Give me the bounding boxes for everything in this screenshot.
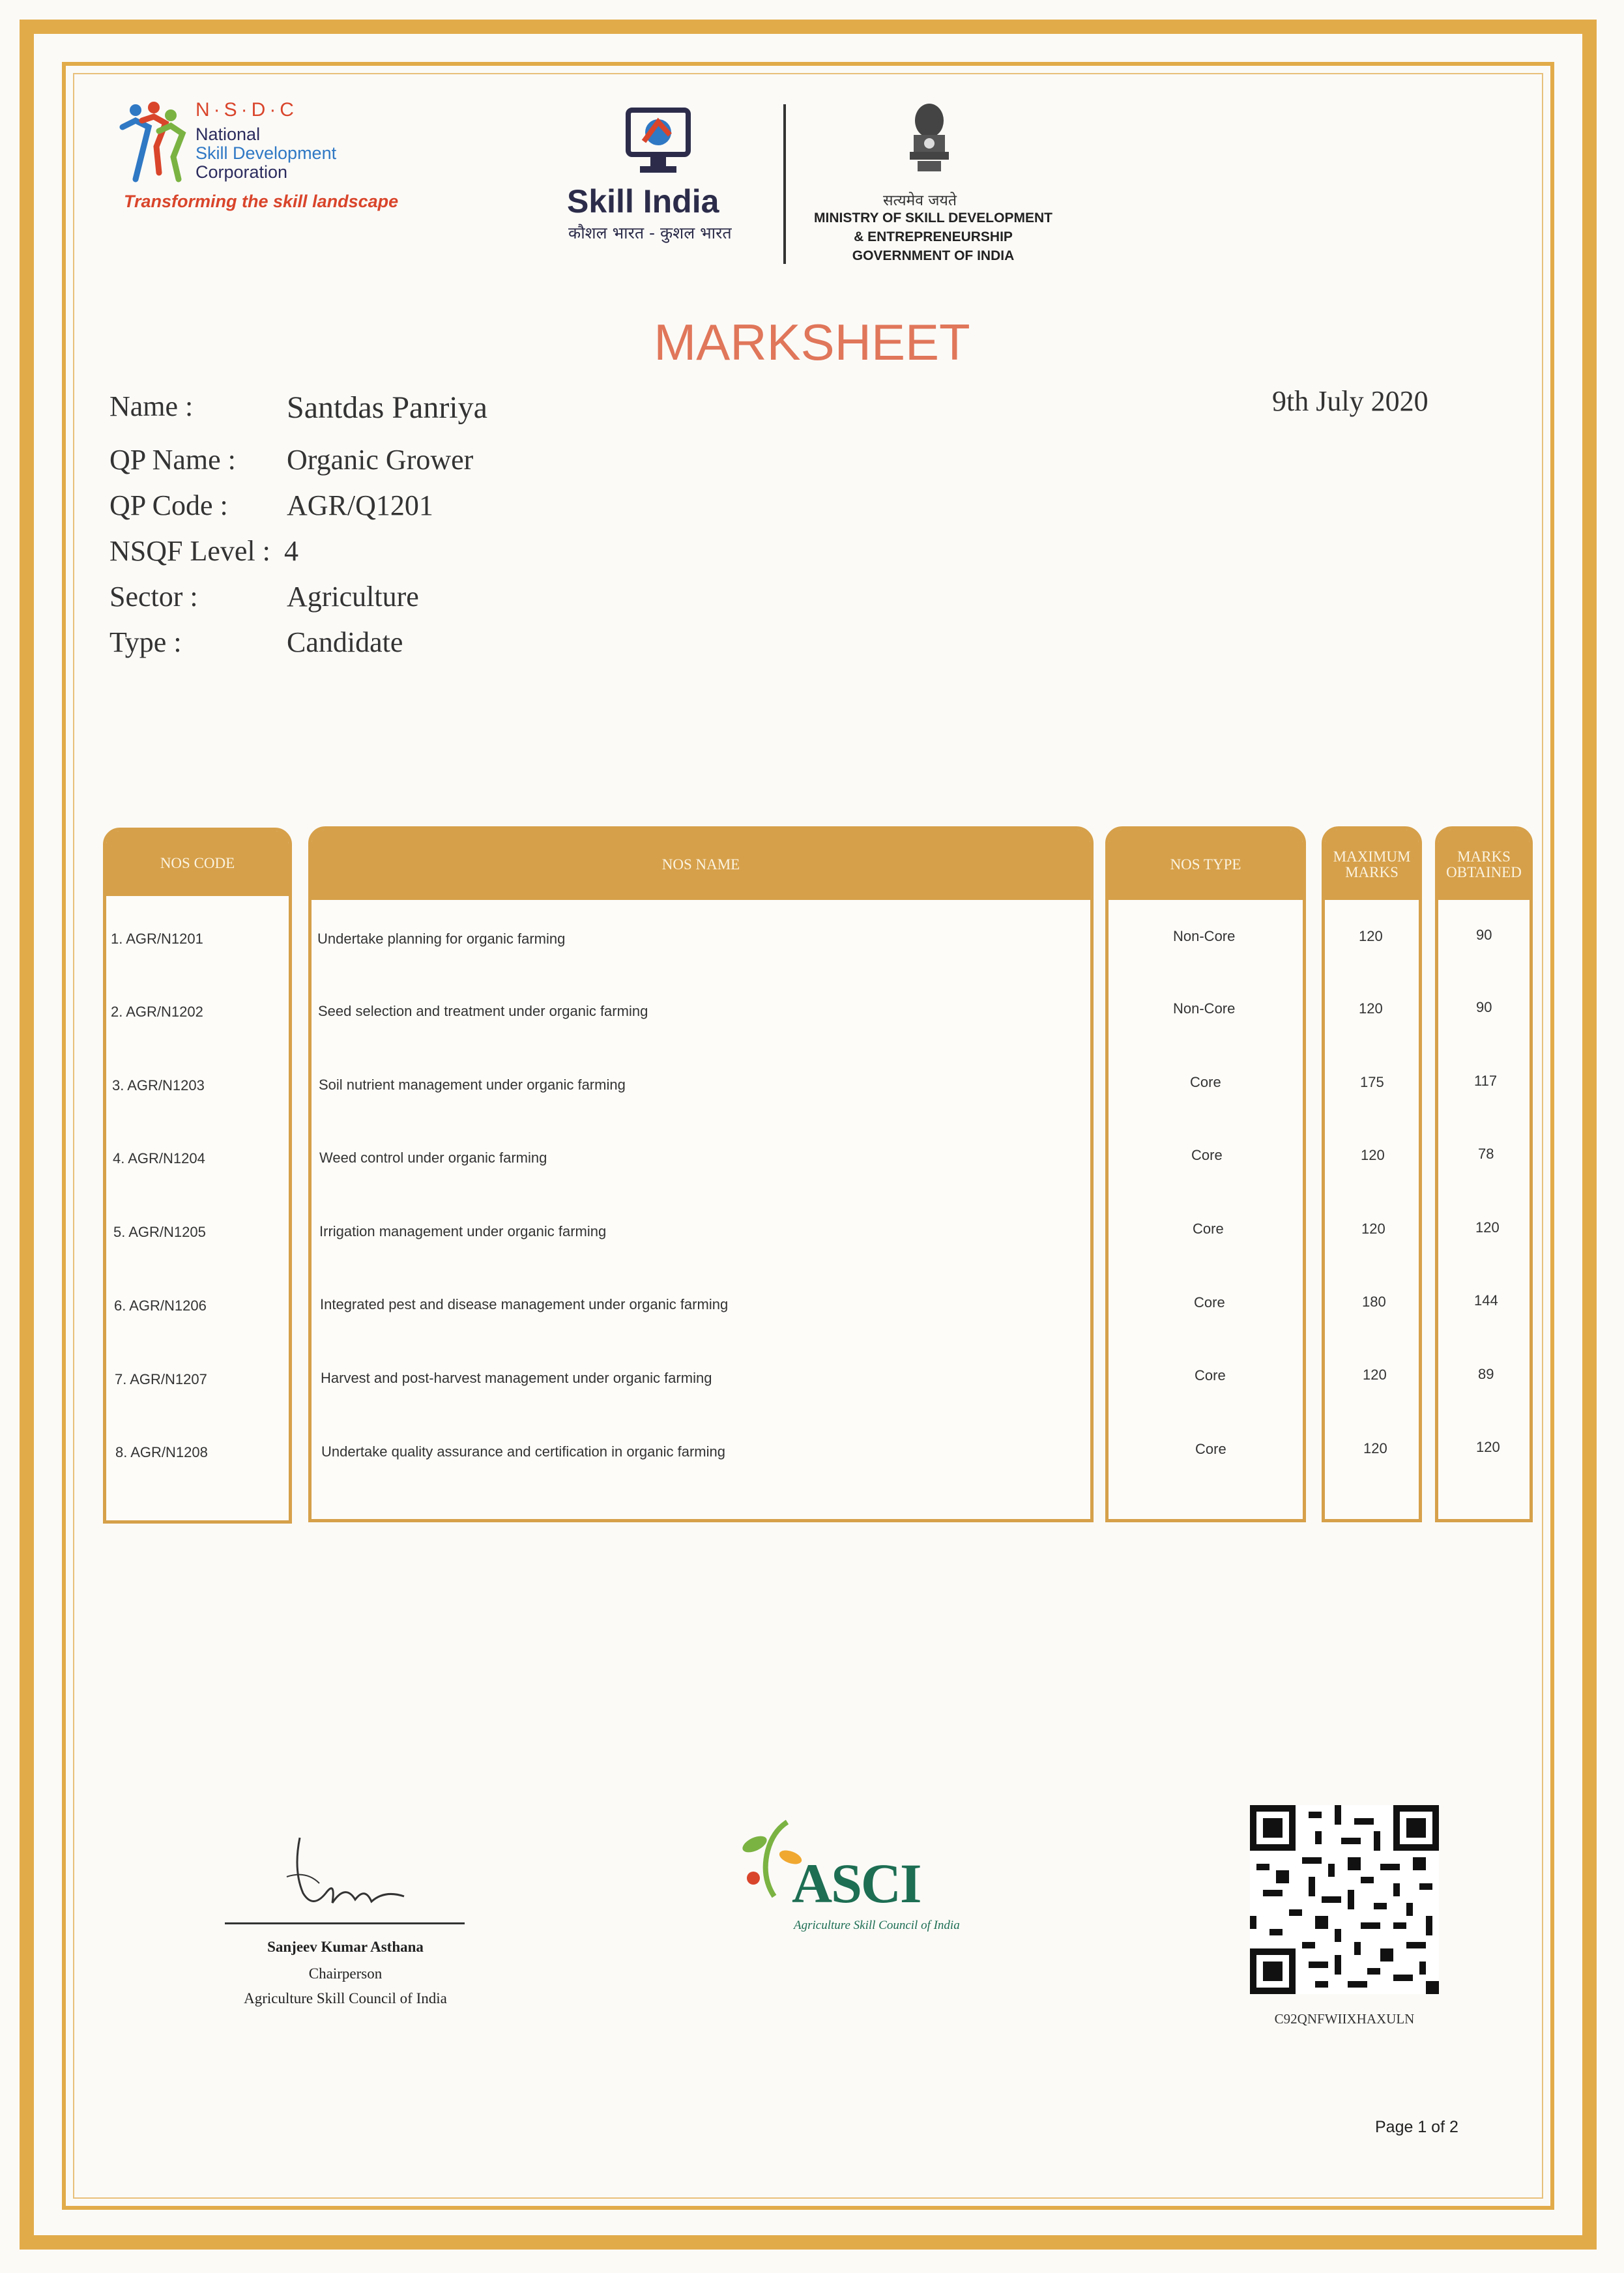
row-nos-name: Irrigation management under organic farming — [319, 1223, 607, 1239]
header-nos-type: NOS TYPE — [1109, 830, 1303, 900]
header-max-line1: MAXIMUM — [1333, 848, 1411, 865]
signatory-role: Chairperson — [308, 1965, 383, 1982]
row-max-marks: 120 — [1359, 1000, 1383, 1017]
nsdc-name-line2: Skill Development — [196, 143, 337, 163]
row-max-marks: 175 — [1360, 1074, 1384, 1090]
header-obt-line2: OBTAINED — [1446, 864, 1522, 880]
qr-code — [1250, 1805, 1439, 1994]
row-nos-code: 1. AGR/N1201 — [111, 931, 203, 947]
verification-code: C92QNFWIIXHAXULN — [1274, 2011, 1415, 2027]
skill-india-name: Skill India — [567, 183, 719, 220]
sector-label: Sector : — [109, 581, 198, 613]
nsdc-name-line1: National — [196, 124, 261, 144]
qp-code-label: QP Code : — [109, 489, 228, 521]
row-nos-code: 2. AGR/N1202 — [111, 1004, 203, 1020]
row-nos-type: Core — [1190, 1074, 1221, 1090]
page-number: Page 1 of 2 — [1375, 2118, 1458, 2136]
ministry-name — [803, 209, 1064, 265]
row-max-marks: 120 — [1363, 1367, 1387, 1383]
ministry-line2: & ENTREPRENEURSHIP — [854, 229, 1013, 244]
issue-date: 9th July 2020 — [1272, 385, 1428, 417]
row-nos-code: 8. AGR/N1208 — [115, 1444, 208, 1460]
row-marks-obtained: 120 — [1475, 1219, 1500, 1236]
row-nos-name: Soil nutrient management under organic farming — [319, 1077, 626, 1093]
row-max-marks: 120 — [1361, 1221, 1385, 1237]
signature-line — [225, 1922, 465, 1924]
row-marks-obtained: 89 — [1478, 1366, 1494, 1382]
row-nos-type: Core — [1195, 1367, 1226, 1383]
header-nos-name: NOS NAME — [312, 830, 1090, 900]
row-nos-code: 6. AGR/N1206 — [114, 1297, 207, 1314]
type-label: Type : — [109, 626, 182, 658]
row-nos-code: 4. AGR/N1204 — [113, 1150, 205, 1166]
row-max-marks: 120 — [1359, 928, 1383, 944]
nsdc-name-line3: Corporation — [196, 162, 288, 182]
row-max-marks: 180 — [1362, 1294, 1386, 1310]
asci-subtitle: Agriculture Skill Council of India — [794, 1918, 960, 1932]
state-emblem-icon — [905, 101, 954, 179]
asci-name: ASCI — [792, 1852, 921, 1915]
row-marks-obtained: 78 — [1478, 1146, 1494, 1162]
row-nos-name: Weed control under organic farming — [319, 1150, 547, 1166]
row-nos-type: Core — [1193, 1221, 1224, 1237]
header-max-marks — [1325, 830, 1419, 900]
row-marks-obtained: 144 — [1474, 1292, 1498, 1309]
qp-name-label: QP Name : — [109, 444, 236, 476]
row-marks-obtained: 120 — [1476, 1439, 1500, 1455]
qp-code: AGR/Q1201 — [287, 489, 433, 521]
signature-image — [274, 1831, 417, 1916]
ministry-line1: MINISTRY OF SKILL DEVELOPMENT — [814, 210, 1052, 225]
emblem-motto: सत्यमेव जयते — [883, 192, 957, 209]
row-nos-type: Core — [1195, 1441, 1226, 1457]
row-nos-code: 7. AGR/N1207 — [115, 1371, 207, 1387]
row-nos-type: Core — [1194, 1294, 1225, 1310]
row-nos-name: Undertake quality assurance and certification in organic farming — [321, 1443, 725, 1460]
signatory-name: Sanjeev Kumar Asthana — [267, 1939, 424, 1955]
skill-india-subtitle: कौशल भारत - कुशल भारत — [568, 224, 732, 242]
nsdc-tagline: Transforming the skill landscape — [124, 192, 399, 211]
name-label: Name : — [109, 390, 194, 422]
row-max-marks: 120 — [1361, 1147, 1385, 1163]
candidate-name: Santdas Panriya — [287, 390, 487, 425]
row-marks-obtained: 90 — [1476, 927, 1492, 943]
sector: Agriculture — [287, 581, 419, 613]
header-marks-obtained — [1438, 830, 1530, 900]
row-marks-obtained: 90 — [1476, 999, 1492, 1015]
header-max-line2: MARKS — [1345, 864, 1399, 880]
row-nos-name: Seed selection and treatment under organic farming — [318, 1003, 648, 1019]
row-marks-obtained: 117 — [1474, 1073, 1498, 1089]
row-nos-name: Integrated pest and disease management under organic farming — [320, 1296, 729, 1312]
header-nos-code: NOS CODE — [106, 831, 289, 896]
qp-name: Organic Grower — [287, 444, 474, 476]
row-nos-code: 3. AGR/N1203 — [112, 1077, 205, 1093]
row-nos-code: 5. AGR/N1205 — [113, 1224, 206, 1240]
nsqf-label: NSQF Level : — [109, 535, 270, 567]
type-value: Candidate — [287, 626, 403, 658]
row-nos-name: Harvest and post-harvest management under organic farming — [321, 1370, 712, 1386]
ministry-line3: GOVERNMENT OF INDIA — [852, 248, 1015, 263]
row-max-marks: 120 — [1363, 1440, 1387, 1456]
skill-india-icon — [624, 106, 692, 178]
nsdc-figures-icon — [116, 101, 188, 186]
row-nos-type: Non-Core — [1173, 1000, 1236, 1017]
row-nos-name: Undertake planning for organic farming — [317, 931, 566, 947]
header-divider — [783, 104, 786, 264]
header-obt-line1: MARKS — [1457, 848, 1511, 865]
signatory-org: Agriculture Skill Council of India — [244, 1990, 447, 2006]
nsqf-level: 4 — [284, 535, 298, 567]
document-title: MARKSHEET — [654, 313, 970, 371]
row-nos-type: Core — [1191, 1147, 1223, 1163]
nsdc-abbr: N·S·D·C — [196, 99, 298, 121]
row-nos-type: Non-Core — [1173, 928, 1236, 944]
